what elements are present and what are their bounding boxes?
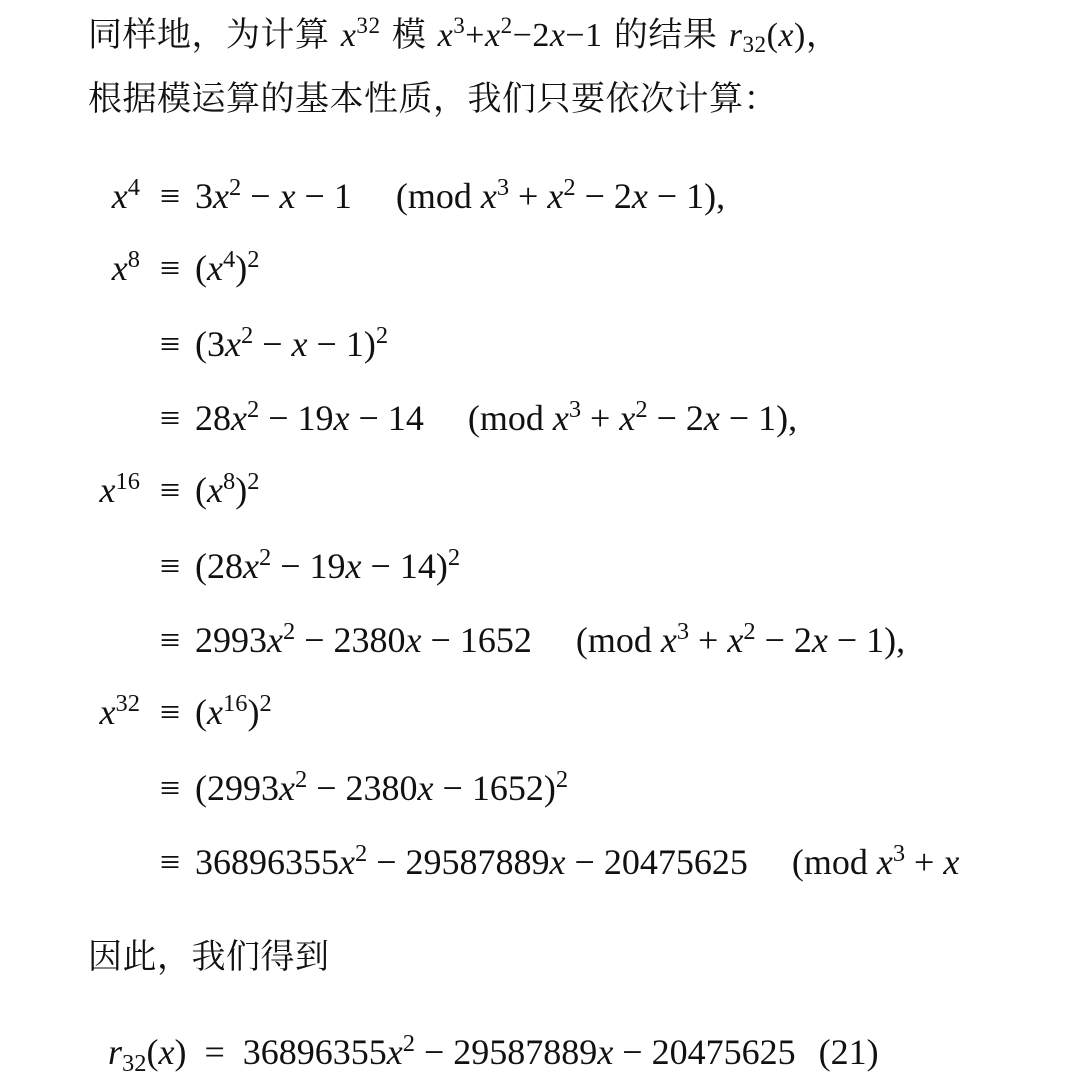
intro-line-2: 根据模运算的基本性质，我们只要依次计算：: [88, 79, 778, 119]
congruence-symbol: ≡: [159, 768, 181, 808]
equation-rhs: $3x^2 - x - 1$ (mod $x^3 + x^2 - 2x - 1$),: [195, 173, 726, 216]
equation-rhs: $(28x^2 - 19x - 14)^2$: [195, 543, 461, 586]
equation-rhs: $36896355x^2 - 29587889x - 20475625$ (mod $x^3 + x$: [195, 839, 960, 882]
congruence-symbol: ≡: [159, 692, 181, 732]
equation-rhs: $(3x^2 - x - 1)^2$: [195, 321, 389, 364]
equation-rhs: $(x^{16})^2$: [195, 689, 272, 732]
conclusion-text: 因此，我们得到: [88, 937, 330, 977]
final-rhs: $36896355x^2 - 29587889x - 20475625$: [242, 1029, 796, 1072]
equation-rhs: $2993x^2 - 2380x - 1652$ (mod $x^3 + x^2 - 2x - 1$),: [195, 617, 906, 660]
modulus-annotation: (mod $x^3 + x^2 - 2x - 1$),: [395, 173, 726, 216]
equation-rhs: $(x^4)^2$: [195, 245, 260, 288]
equation-row: [0, 618, 1080, 662]
equation-row: [0, 766, 1080, 810]
congruence-symbol: ≡: [159, 398, 181, 438]
equation-rhs: $28x^2 - 19x - 14$ (mod $x^3 + x^2 - 2x - 1$),: [195, 395, 798, 438]
congruence-symbol: ≡: [159, 620, 181, 660]
equation-number: (21): [818, 1032, 879, 1072]
final-lhs: $r_{32}(x)$: [108, 1032, 187, 1077]
congruence-symbol: ≡: [159, 546, 181, 586]
congruence-symbol: ≡: [159, 176, 181, 216]
intro-line-1: [88, 13, 841, 59]
expr-modulus: $x^3+x^2-2x-1$: [437, 13, 603, 54]
equation-row: [0, 840, 1080, 884]
congruence-symbol: ≡: [159, 324, 181, 364]
equation-row: [0, 468, 1080, 512]
equation-row: [0, 690, 1080, 734]
equation-row: [0, 174, 1080, 218]
expr-x32: $x^{32}$: [340, 13, 381, 54]
intro-text-end: ，: [805, 15, 841, 55]
equation-lhs: $x^4$: [111, 173, 140, 216]
modulus-annotation: (mod $x^3 + x$: [791, 839, 960, 882]
modulus-annotation: (mod $x^3 + x^2 - 2x - 1$),: [467, 395, 798, 438]
congruence-symbol: ≡: [159, 842, 181, 882]
intro-text-c: 的结果: [613, 15, 718, 55]
equation-lhs: $x^{16}$: [99, 467, 140, 510]
expr-r32: $r_{32}(x)$: [728, 17, 806, 59]
equation-row: [0, 396, 1080, 440]
intro-text-b: 模: [391, 15, 427, 55]
equation-row: [0, 322, 1080, 366]
equation-lhs: $x^{32}$: [99, 689, 140, 732]
congruence-symbol: ≡: [159, 248, 181, 288]
equation-rhs: $(2993x^2 - 2380x - 1652)^2$: [195, 765, 569, 808]
equation-row: [0, 246, 1080, 290]
equation-rhs: $(x^8)^2$: [195, 467, 260, 510]
modulus-annotation: (mod $x^3 + x^2 - 2x - 1$),: [575, 617, 906, 660]
equation-lhs: $x^8$: [111, 245, 140, 288]
final-equals: =: [195, 1032, 234, 1072]
congruence-symbol: ≡: [159, 470, 181, 510]
intro-text-a: 同样地，为计算: [88, 15, 330, 55]
final-equation: [108, 1029, 879, 1077]
equation-row: [0, 544, 1080, 588]
